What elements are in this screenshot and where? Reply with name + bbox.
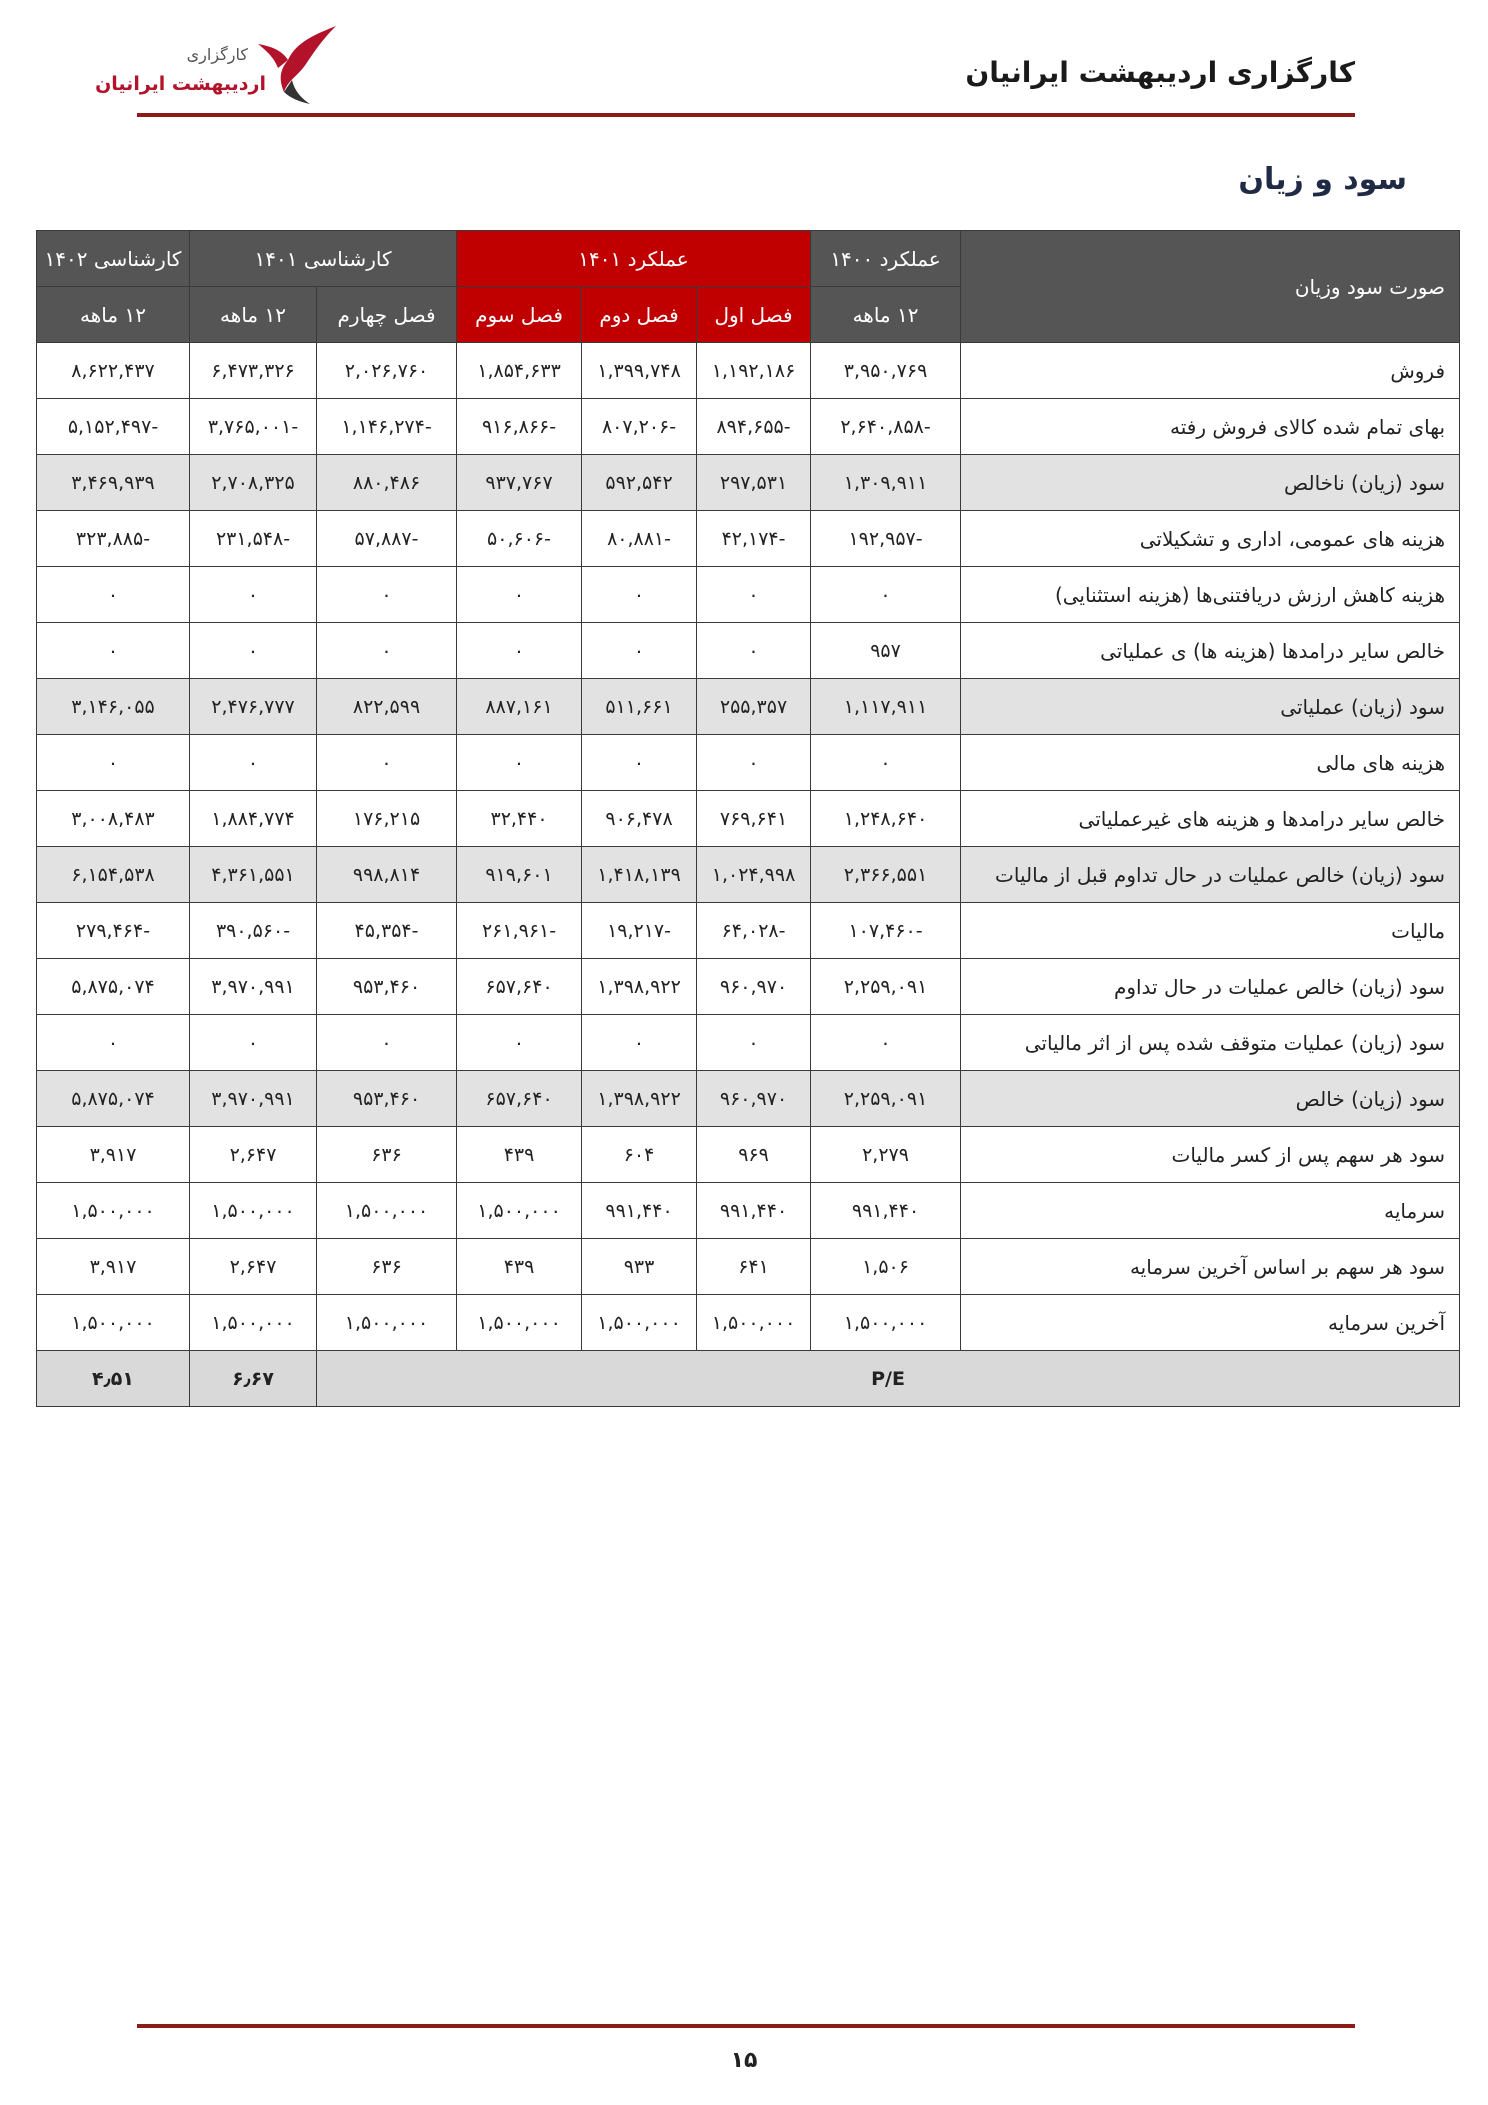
row-label: مالیات	[961, 903, 1460, 959]
table-cell: ۹۶۹	[697, 1127, 811, 1183]
table-cell: ۲,۷۰۸,۳۲۵	[190, 455, 317, 511]
table-cell: ۲,۴۷۶,۷۷۷	[190, 679, 317, 735]
row-label: خالص سایر درامدها (هزینه ها) ی عملیاتی	[961, 623, 1460, 679]
table-row	[37, 399, 1460, 455]
pe-value: ۶٫۶۷	[190, 1351, 317, 1407]
period-header: فصل سوم	[457, 287, 582, 343]
table-cell: -۵,۱۵۲,۴۹۷	[37, 399, 190, 455]
pe-label: P/E	[317, 1351, 1460, 1407]
table-cell: ۰	[811, 1015, 961, 1071]
table-cell: ۱,۵۰۰,۰۰۰	[190, 1295, 317, 1351]
table-cell: ۱,۴۱۸,۱۳۹	[582, 847, 697, 903]
table-cell: ۱,۸۵۴,۶۳۳	[457, 343, 582, 399]
table-cell: ۱,۵۰۰,۰۰۰	[697, 1295, 811, 1351]
table-cell: ۰	[582, 735, 697, 791]
table-cell: ۴۳۹	[457, 1239, 582, 1295]
table-cell: ۱۷۶,۲۱۵	[317, 791, 457, 847]
table-cell: ۳,۰۰۸,۴۸۳	[37, 791, 190, 847]
table-row	[37, 1239, 1460, 1295]
table-cell: -۲,۶۴۰,۸۵۸	[811, 399, 961, 455]
period-header: ۱۲ ماهه	[811, 287, 961, 343]
row-label: هزینه های مالی	[961, 735, 1460, 791]
row-label: سرمایه	[961, 1183, 1460, 1239]
table-cell: ۱,۱۱۷,۹۱۱	[811, 679, 961, 735]
table-cell: ۲,۲۵۹,۰۹۱	[811, 1071, 961, 1127]
table-cell: ۷۶۹,۶۴۱	[697, 791, 811, 847]
table-row	[37, 567, 1460, 623]
row-label: سود (زیان) ناخالص	[961, 455, 1460, 511]
table-cell: ۰	[697, 623, 811, 679]
table-row	[37, 511, 1460, 567]
svg-text:اردیبهشت ایرانیان: اردیبهشت ایرانیان	[95, 73, 266, 95]
table-cell: -۲۷۹,۴۶۴	[37, 903, 190, 959]
table-row	[37, 343, 1460, 399]
table-cell: ۱,۳۹۹,۷۴۸	[582, 343, 697, 399]
period-header: فصل اول	[697, 287, 811, 343]
row-label: سود هر سهم بر اساس آخرین سرمایه	[961, 1239, 1460, 1295]
table-cell: ۰	[697, 735, 811, 791]
table-cell: ۳,۹۷۰,۹۹۱	[190, 959, 317, 1015]
table-cell: ۲۵۵,۳۵۷	[697, 679, 811, 735]
table-cell: ۰	[37, 567, 190, 623]
table-cell: -۴۲,۱۷۴	[697, 511, 811, 567]
table-cell: ۹۹۱,۴۴۰	[811, 1183, 961, 1239]
row-label: سود (زیان) خالص عملیات در حال تداوم قبل از مالیات	[961, 847, 1460, 903]
group-header: عملکرد ۱۴۰۰	[811, 231, 961, 287]
table-cell: ۶,۴۷۳,۳۲۶	[190, 343, 317, 399]
row-label: فروش	[961, 343, 1460, 399]
table-row	[37, 847, 1460, 903]
table-cell: ۰	[457, 735, 582, 791]
table-cell: ۰	[582, 567, 697, 623]
table-cell: ۲,۶۴۷	[190, 1239, 317, 1295]
row-label: سود (زیان) عملیات متوقف شده پس از اثر مالیاتی	[961, 1015, 1460, 1071]
table-cell: ۶۵۷,۶۴۰	[457, 959, 582, 1015]
table-cell: ۱,۵۰۰,۰۰۰	[37, 1295, 190, 1351]
period-header: ۱۲ ماهه	[37, 287, 190, 343]
table-row	[37, 1183, 1460, 1239]
table-cell: ۹۹۱,۴۴۰	[697, 1183, 811, 1239]
page-number: ۱۵	[730, 2048, 758, 2073]
table-cell: ۹۶۰,۹۷۰	[697, 1071, 811, 1127]
table-cell: ۱,۵۰۰,۰۰۰	[457, 1183, 582, 1239]
corner-label: صورت سود وزیان	[961, 231, 1460, 343]
table-cell: ۱,۵۰۰,۰۰۰	[457, 1295, 582, 1351]
table-cell: -۱۹,۲۱۷	[582, 903, 697, 959]
table-row	[37, 903, 1460, 959]
table-cell: ۳,۹۷۰,۹۹۱	[190, 1071, 317, 1127]
table-cell: ۰	[811, 567, 961, 623]
table-cell: ۴,۳۶۱,۵۵۱	[190, 847, 317, 903]
row-label: سود (زیان) خالص	[961, 1071, 1460, 1127]
table-cell: ۰	[457, 623, 582, 679]
group-header: کارشناسی ۱۴۰۱	[190, 231, 457, 287]
table-cell: ۱,۳۹۸,۹۲۲	[582, 1071, 697, 1127]
table-cell: ۵,۸۷۵,۰۷۴	[37, 1071, 190, 1127]
table-cell: ۰	[582, 623, 697, 679]
footer-divider	[137, 2024, 1355, 2028]
table-cell: ۱,۳۰۹,۹۱۱	[811, 455, 961, 511]
table-row	[37, 791, 1460, 847]
table-cell: ۰	[37, 623, 190, 679]
table-cell: ۹۳۳	[582, 1239, 697, 1295]
table-row	[37, 959, 1460, 1015]
table-cell: ۹۵۷	[811, 623, 961, 679]
table-cell: ۱,۵۰۰,۰۰۰	[317, 1183, 457, 1239]
table-cell: ۸۲۲,۵۹۹	[317, 679, 457, 735]
row-label: خالص سایر درامدها و هزینه های غیرعملیاتی	[961, 791, 1460, 847]
table-cell: ۰	[697, 567, 811, 623]
table-row	[37, 623, 1460, 679]
svg-text:کارگزاری: کارگزاری	[186, 45, 248, 64]
table-cell: ۱,۰۲۴,۹۹۸	[697, 847, 811, 903]
table-cell: ۹۵۳,۴۶۰	[317, 959, 457, 1015]
table-cell: ۸,۶۲۲,۴۳۷	[37, 343, 190, 399]
table-cell: -۳,۷۶۵,۰۰۱	[190, 399, 317, 455]
table-cell: -۱,۱۴۶,۲۷۴	[317, 399, 457, 455]
table-cell: -۳۹۰,۵۶۰	[190, 903, 317, 959]
table-cell: ۴۳۹	[457, 1127, 582, 1183]
table-cell: ۵,۸۷۵,۰۷۴	[37, 959, 190, 1015]
pe-value: ۴٫۵۱	[37, 1351, 190, 1407]
table-cell: ۹۹۸,۸۱۴	[317, 847, 457, 903]
table-cell: ۱,۵۰۰,۰۰۰	[317, 1295, 457, 1351]
table-cell: ۱,۱۹۲,۱۸۶	[697, 343, 811, 399]
table-cell: ۰	[317, 735, 457, 791]
table-row	[37, 679, 1460, 735]
table-cell: ۰	[190, 567, 317, 623]
table-cell: ۰	[37, 1015, 190, 1071]
table-cell: ۶,۱۵۴,۵۳۸	[37, 847, 190, 903]
table-cell: ۳,۹۱۷	[37, 1127, 190, 1183]
table-cell: ۰	[457, 1015, 582, 1071]
table-cell: ۱,۵۰۶	[811, 1239, 961, 1295]
table-cell: ۰	[190, 623, 317, 679]
row-label: سود (زیان) عملیاتی	[961, 679, 1460, 735]
table-cell: ۲,۲۷۹	[811, 1127, 961, 1183]
table-row	[37, 1295, 1460, 1351]
row-label: سود هر سهم پس از کسر مالیات	[961, 1127, 1460, 1183]
table-cell: ۲,۰۲۶,۷۶۰	[317, 343, 457, 399]
table-cell: -۱۰۷,۴۶۰	[811, 903, 961, 959]
table-cell: ۱,۵۰۰,۰۰۰	[582, 1295, 697, 1351]
table-cell: ۰	[697, 1015, 811, 1071]
table-cell: ۰	[317, 567, 457, 623]
table-cell: ۱,۵۰۰,۰۰۰	[37, 1183, 190, 1239]
table-cell: -۸۹۴,۶۵۵	[697, 399, 811, 455]
table-cell: ۰	[457, 567, 582, 623]
company-logo	[95, 20, 350, 108]
table-cell: ۶۴۱	[697, 1239, 811, 1295]
table-cell: ۲,۳۶۶,۵۵۱	[811, 847, 961, 903]
table-cell: ۰	[37, 735, 190, 791]
income-statement-table	[36, 230, 1460, 1407]
table-cell: -۶۴,۰۲۸	[697, 903, 811, 959]
table-cell: ۱,۳۹۸,۹۲۲	[582, 959, 697, 1015]
table-cell: ۹۰۶,۴۷۸	[582, 791, 697, 847]
table-cell: ۲,۲۵۹,۰۹۱	[811, 959, 961, 1015]
table-cell: ۹۵۳,۴۶۰	[317, 1071, 457, 1127]
table-cell: ۸۸۰,۴۸۶	[317, 455, 457, 511]
table-cell: ۰	[582, 1015, 697, 1071]
table-row	[37, 735, 1460, 791]
table-cell: ۶۳۶	[317, 1127, 457, 1183]
table-cell: ۵۱۱,۶۶۱	[582, 679, 697, 735]
table-cell: ۳,۱۴۶,۰۵۵	[37, 679, 190, 735]
table-row	[37, 455, 1460, 511]
page-title: سود و زیان	[1238, 162, 1407, 197]
table-cell: ۱,۵۰۰,۰۰۰	[811, 1295, 961, 1351]
table-cell: ۳۲,۴۴۰	[457, 791, 582, 847]
table-cell: ۶۳۶	[317, 1239, 457, 1295]
bull-logo-icon	[95, 20, 350, 108]
table-cell: -۱۹۲,۹۵۷	[811, 511, 961, 567]
company-name: کارگزاری اردیبهشت ایرانیان	[965, 56, 1355, 89]
table-cell: ۰	[190, 735, 317, 791]
header-divider	[137, 113, 1355, 117]
table-cell: ۰	[811, 735, 961, 791]
table-row	[37, 1071, 1460, 1127]
row-label: بهای تمام شده کالای فروش رفته	[961, 399, 1460, 455]
table-cell: -۹۱۶,۸۶۶	[457, 399, 582, 455]
table-cell: ۱,۵۰۰,۰۰۰	[190, 1183, 317, 1239]
table-row	[37, 1127, 1460, 1183]
table-cell: ۹۱۹,۶۰۱	[457, 847, 582, 903]
table-cell: ۹۶۰,۹۷۰	[697, 959, 811, 1015]
table-cell: ۰	[317, 1015, 457, 1071]
table-cell: -۵۰,۶۰۶	[457, 511, 582, 567]
table-cell: ۸۸۷,۱۶۱	[457, 679, 582, 735]
group-header: کارشناسی ۱۴۰۲	[37, 231, 190, 287]
period-header: فصل چهارم	[317, 287, 457, 343]
group-header: عملکرد ۱۴۰۱	[457, 231, 811, 287]
table-cell: ۳,۹۱۷	[37, 1239, 190, 1295]
row-label: سود (زیان) خالص عملیات در حال تداوم	[961, 959, 1460, 1015]
table-cell: ۱,۸۸۴,۷۷۴	[190, 791, 317, 847]
row-label: هزینه کاهش ارزش دریافتنی‌ها (هزینه استثنایی)	[961, 567, 1460, 623]
table-cell: -۵۷,۸۸۷	[317, 511, 457, 567]
table-cell: -۴۵,۳۵۴	[317, 903, 457, 959]
table-cell: ۶۵۷,۶۴۰	[457, 1071, 582, 1127]
table-cell: ۶۰۴	[582, 1127, 697, 1183]
table-cell: ۹۹۱,۴۴۰	[582, 1183, 697, 1239]
table-row	[37, 1015, 1460, 1071]
table-cell: -۳۲۳,۸۸۵	[37, 511, 190, 567]
table-cell: -۲۶۱,۹۶۱	[457, 903, 582, 959]
table-cell: -۸۰,۸۸۱	[582, 511, 697, 567]
table-cell: ۳,۴۶۹,۹۳۹	[37, 455, 190, 511]
row-label: هزینه های عمومی، اداری و تشکیلاتی	[961, 511, 1460, 567]
pe-row	[37, 1351, 1460, 1407]
table-cell: ۱,۲۴۸,۶۴۰	[811, 791, 961, 847]
table-cell: -۸۰۷,۲۰۶	[582, 399, 697, 455]
table-header-row-groups	[37, 231, 1460, 287]
table-cell: ۲,۶۴۷	[190, 1127, 317, 1183]
table-cell: ۳,۹۵۰,۷۶۹	[811, 343, 961, 399]
table-cell: ۰	[317, 623, 457, 679]
row-label: آخرین سرمایه	[961, 1295, 1460, 1351]
table-cell: ۰	[190, 1015, 317, 1071]
table-cell: -۲۳۱,۵۴۸	[190, 511, 317, 567]
period-header: فصل دوم	[582, 287, 697, 343]
period-header: ۱۲ ماهه	[190, 287, 317, 343]
table-cell: ۲۹۷,۵۳۱	[697, 455, 811, 511]
table-cell: ۵۹۲,۵۴۲	[582, 455, 697, 511]
table-cell: ۹۳۷,۷۶۷	[457, 455, 582, 511]
